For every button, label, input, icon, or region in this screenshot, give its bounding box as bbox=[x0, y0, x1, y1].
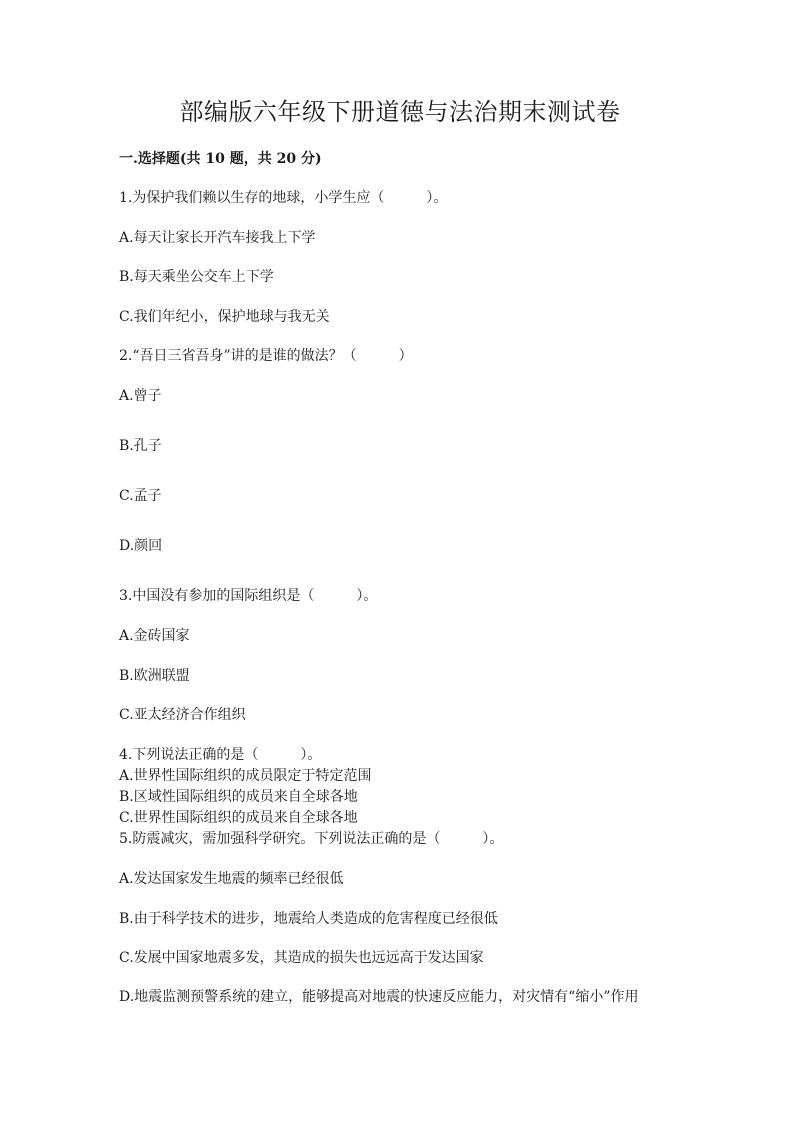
question-5-option-b: B.由于科学技术的进步，地震给人类造成的危害程度已经很低 bbox=[119, 911, 498, 927]
question-2-option-b: B.孔子 bbox=[119, 438, 162, 454]
question-2-stem: 2.“吾日三省吾身”讲的是谁的做法？（ ） bbox=[119, 348, 413, 364]
question-3-option-b: B.欧洲联盟 bbox=[119, 668, 190, 684]
question-4-option-a: A.世界性国际组织的成员限定于特定范围 bbox=[119, 768, 372, 784]
question-5-option-a: A.发达国家发生地震的频率已经很低 bbox=[119, 871, 344, 887]
question-5-option-c: C.发展中国家地震多发，其造成的损失也远远高于发达国家 bbox=[119, 950, 484, 966]
question-1-option-a: A.每天让家长开汽车接我上下学 bbox=[119, 230, 316, 246]
question-1-option-c: C.我们年纪小，保护地球与我无关 bbox=[119, 309, 330, 325]
question-4-stem: 4.下列说法正确的是（ ）。 bbox=[119, 747, 322, 763]
question-5-stem: 5.防震减灾，需加强科学研究。下列说法正确的是（ ）。 bbox=[119, 831, 504, 847]
question-4-option-b: B.区域性国际组织的成员来自全球各地 bbox=[119, 789, 358, 805]
question-3-option-c: C.亚太经济合作组织 bbox=[119, 707, 246, 723]
question-4-option-c: C.世界性国际组织的成员来自全球各地 bbox=[119, 810, 358, 826]
question-2-option-c: C.孟子 bbox=[119, 488, 162, 504]
page-title: 部编版六年级下册道德与法治期末测试卷 bbox=[179, 98, 621, 126]
question-3-option-a: A.金砖国家 bbox=[119, 628, 190, 644]
question-2-option-a: A.曾子 bbox=[119, 388, 162, 404]
question-3-stem: 3.中国没有参加的国际组织是（ ）。 bbox=[119, 588, 378, 604]
question-5-option-d: D.地震监测预警系统的建立，能够提高对地震的快速反应能力，对灾情有“缩小”作用 bbox=[119, 989, 639, 1005]
question-2-option-d: D.颜回 bbox=[119, 538, 163, 554]
question-1-stem: 1.为保护我们赖以生存的地球，小学生应（ ）。 bbox=[119, 190, 448, 206]
question-1-option-b: B.每天乘坐公交车上下学 bbox=[119, 269, 274, 285]
section-heading: 一.选择题(共 10 题，共 20 分) bbox=[119, 151, 322, 167]
